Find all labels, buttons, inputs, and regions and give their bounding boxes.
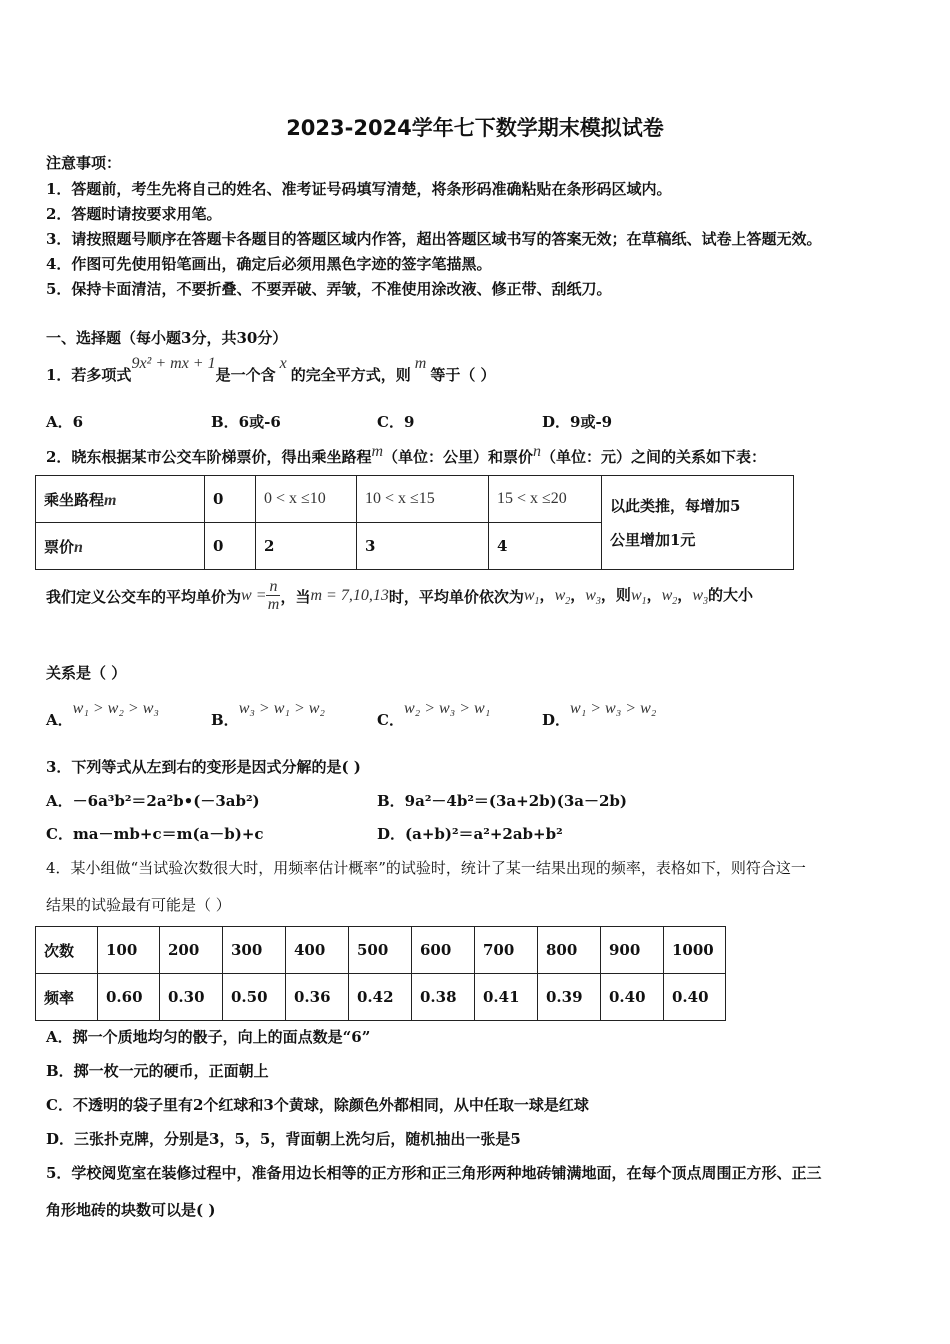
table-cell: 900 [601, 927, 664, 974]
option: B．9a²－4b²＝(3a+2b)(3a－2b) [377, 792, 628, 810]
question-2-definition: 我们定义公交车的平均单价为w = $\frac{n}{m}$ ，当m = 7,10,13时，平均单价依次为$w_1$，$w_2$，$w_3$，则$w_1$，$w_2$，$w_3$的大小 [46, 578, 753, 613]
table-header-cell: 频率 [36, 974, 98, 1021]
table-header-cell: 乘坐路程m [36, 476, 205, 523]
fraction: $\frac{n}{m}$ [267, 578, 280, 613]
question-4-stem-cont: 结果的试验最有可能是（ ） [46, 896, 231, 914]
option: B．6或-6 [211, 413, 281, 431]
option: A．－6a³b²＝2a²b•(－3ab²) [46, 792, 260, 810]
table-note-cell: 以此类推，每增加5 公里增加1元 [602, 476, 794, 570]
option: D．w₁ > w₃ > w₂ [542, 700, 657, 729]
option: C．不透明的袋子里有2个红球和3个黄球，除颜色外都相同，从中任取一球是红球 [46, 1096, 589, 1114]
fare-table [35, 475, 794, 570]
notice-item: 1．答题前，考生先将自己的姓名、准考证号码填写清楚，将条形码准确粘贴在条形码区域内。 [46, 180, 672, 198]
q1-expression: 9x² + mx + 1 [131, 355, 216, 372]
table-cell: 800 [538, 927, 601, 974]
table-cell: 200 [160, 927, 223, 974]
table-cell: 0 < x ≤10 [256, 476, 357, 523]
option: A．w₁ > w₂ > w₃ [46, 700, 159, 729]
table-cell: 0.40 [664, 974, 726, 1021]
table-cell: 0.60 [98, 974, 160, 1021]
table-cell: 15 < x ≤20 [489, 476, 602, 523]
page-title: 2023-2024学年七下数学期末模拟试卷 [286, 116, 664, 140]
table-cell: 3 [357, 523, 489, 570]
option: A．6 [46, 413, 84, 431]
table-cell: 0 [205, 476, 256, 523]
table-cell: 0 [205, 523, 256, 570]
option: B．w₃ > w₁ > w₂ [211, 700, 325, 729]
option: A．掷一个质地均匀的骰子，向上的面点数是“6” [46, 1028, 371, 1046]
question-4-stem: 4．某小组做“当试验次数很大时，用频率估计概率”的试验时，统计了某一结果出现的频率，表格如下，则符合这一 [46, 859, 806, 877]
option: D．(a+b)²＝a²+2ab+b² [377, 825, 563, 843]
option: D．9或-9 [542, 413, 613, 431]
section-heading: 一、选择题（每小题3分，共30分） [46, 329, 288, 347]
table-header-cell: 票价n [36, 523, 205, 570]
notice-item: 5．保持卡面清洁，不要折叠、不要弄破、弄皱，不准使用涂改液、修正带、刮纸刀。 [46, 280, 612, 298]
table-cell: 0.41 [475, 974, 538, 1021]
table-cell: 0.42 [349, 974, 412, 1021]
table-cell: 0.36 [286, 974, 349, 1021]
notice-item: 2．答题时请按要求用笔。 [46, 205, 222, 223]
question-2-tail: 关系是（ ） [46, 664, 127, 682]
table-cell: 0.38 [412, 974, 475, 1021]
table-cell: 2 [256, 523, 357, 570]
table-cell: 700 [475, 927, 538, 974]
question-5-stem: 5．学校阅览室在装修过程中，准备用边长相等的正方形和正三角形两种地砖铺满地面，在每个顶点周围正方形、正三 [46, 1164, 822, 1182]
table-header-cell: 次数 [36, 927, 98, 974]
table-cell: 0.50 [223, 974, 286, 1021]
option: B．掷一枚一元的硬币，正面朝上 [46, 1062, 269, 1080]
frequency-table [35, 926, 726, 1021]
notice-item: 3．请按照题号顺序在答题卡各题目的答题区域内作答，超出答题区域书写的答案无效；在草稿纸、试卷上答题无效。 [46, 230, 822, 248]
question-2-stem: 2．晓东根据某市公交车阶梯票价，得出乘坐路程m（单位：公里）和票价n（单位：元）之间的关系如下表： [46, 443, 767, 466]
question-1-stem: 1．若多项式9x² + mx + 1是一个含x的完全平方式，则m等于（ ） [46, 355, 496, 384]
option: C．w₂ > w₃ > w₁ [377, 700, 491, 729]
table-cell: 4 [489, 523, 602, 570]
table-cell: 500 [349, 927, 412, 974]
table-cell: 100 [98, 927, 160, 974]
table-cell: 10 < x ≤15 [357, 476, 489, 523]
option: C．9 [377, 413, 415, 431]
table-cell: 600 [412, 927, 475, 974]
question-5-stem-cont: 角形地砖的块数可以是( ) [46, 1201, 216, 1219]
notice-heading: 注意事项： [46, 154, 122, 172]
option: D．三张扑克牌，分别是3，5，5，背面朝上洗匀后，随机抽出一张是5 [46, 1130, 521, 1148]
table-cell: 400 [286, 927, 349, 974]
table-cell: 0.30 [160, 974, 223, 1021]
question-3-stem: 3．下列等式从左到右的变形是因式分解的是( ) [46, 758, 361, 776]
table-cell: 1000 [664, 927, 726, 974]
table-cell: 300 [223, 927, 286, 974]
table-cell: 0.40 [601, 974, 664, 1021]
option: C．ma－mb+c＝m(a－b)+c [46, 825, 264, 843]
notice-item: 4．作图可先使用铅笔画出，确定后必须用黑色字迹的签字笔描黑。 [46, 255, 492, 273]
table-cell: 0.39 [538, 974, 601, 1021]
